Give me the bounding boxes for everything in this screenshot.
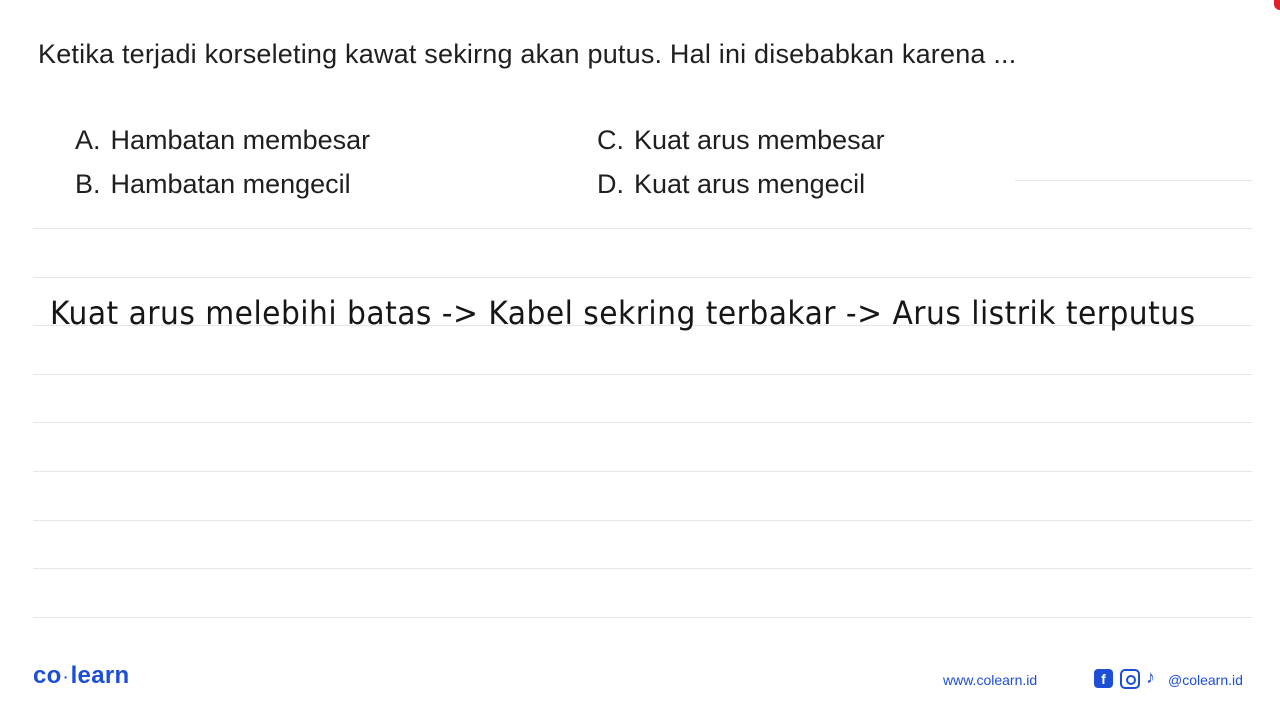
website-link[interactable]: www.colearn.id — [943, 672, 1038, 688]
option-letter: C. — [597, 125, 624, 155]
option-letter: D. — [597, 169, 624, 199]
instagram-icon[interactable] — [1120, 669, 1140, 689]
ruled-line — [33, 471, 1252, 472]
ruled-line — [33, 568, 1252, 569]
option-text: Kuat arus mengecil — [634, 169, 866, 199]
ruled-line — [33, 228, 1252, 229]
logo-left: co — [33, 662, 62, 689]
option-letter: A. — [75, 125, 101, 155]
option-a — [75, 122, 370, 158]
option-b — [75, 166, 351, 202]
corner-accent — [1274, 0, 1280, 10]
ruled-line — [33, 520, 1252, 521]
ruled-line — [33, 422, 1252, 423]
ruled-line — [33, 617, 1252, 618]
facebook-icon[interactable]: f — [1094, 669, 1113, 688]
option-letter: B. — [75, 169, 101, 199]
handwritten-answer: Kuat arus melebihi batas -> Kabel sekring terbakar -> Arus listrik terputus — [50, 294, 1196, 332]
option-text: Hambatan mengecil — [110, 169, 351, 199]
colearn-logo — [33, 662, 129, 690]
logo-dot: · — [63, 668, 69, 685]
social-handle[interactable]: @colearn.id — [1168, 672, 1243, 688]
question-text: Ketika terjadi korseleting kawat sekirng akan putus. Hal ini disebabkan karena ... — [38, 39, 1017, 69]
logo-right: learn — [70, 662, 130, 689]
ruled-line — [33, 374, 1252, 375]
ruled-line — [1015, 180, 1252, 181]
option-text: Kuat arus membesar — [634, 125, 885, 155]
option-c — [597, 122, 885, 158]
tiktok-icon[interactable]: ♪ — [1146, 667, 1155, 687]
option-text: Hambatan membesar — [110, 125, 371, 155]
option-d — [597, 166, 865, 202]
